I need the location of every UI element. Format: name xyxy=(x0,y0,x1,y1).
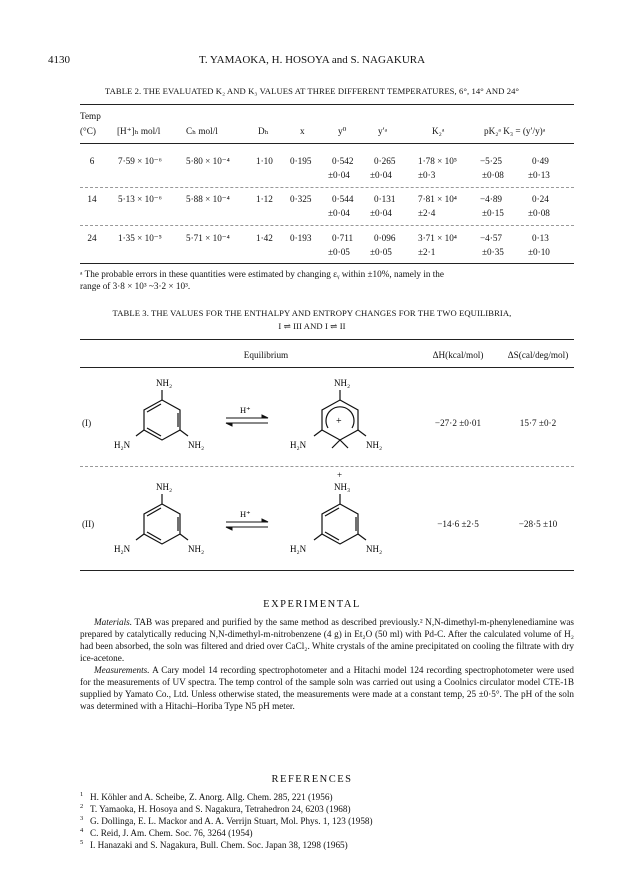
cell-y1-err: ±0·05 xyxy=(328,247,350,257)
reference-text: I. Hanazaki and S. Nagakura, Bull. Chem. Soc. Japan 38, 1298 (1965) xyxy=(90,840,348,850)
cell-y2-err: ±0·04 xyxy=(370,208,392,218)
cell-k3-err: ±0·08 xyxy=(528,208,550,218)
equilibrium-I-scheme xyxy=(100,372,420,462)
cell-x: 0·195 xyxy=(290,156,312,166)
measurements-label: Measurements. xyxy=(94,665,150,675)
table2-col-temp: Temp xyxy=(80,111,101,121)
experimental-body xyxy=(80,616,574,712)
cell-h: 1·35 × 10⁻⁵ xyxy=(118,233,162,243)
table3-bottom-rule xyxy=(80,570,574,571)
reference-list xyxy=(80,791,574,851)
reference-item xyxy=(80,815,574,827)
reference-number: 4 xyxy=(80,827,84,834)
footnote-line: ᵃ The probable errors in these quantities were estimated by changing εᵧ within ±10%, namely in the xyxy=(80,269,444,279)
materials-paragraph xyxy=(80,616,574,664)
page-number: 4130 xyxy=(48,54,70,66)
footnote-line: range of 3·8 × 10³ ~3·2 × 10³. xyxy=(80,281,191,291)
table3-caption: TABLE 3. THE VALUES FOR THE ENTHALPY AND ENTROPY CHANGES FOR THE TWO EQUILIBRIA, xyxy=(112,308,512,318)
benzene-ring-icon xyxy=(314,494,366,544)
arrow-label: H⁺ xyxy=(240,509,251,519)
materials-text: TAB was prepared and purified by the same method as described previously.² N,N-dimethyl-m-phenylenediamine was prepared by catalytically reducing N,N-dimethyl-m-nitrobenzene (4 g) in Et₂O (50 ml) with Pd-C. After the calculated volume of H₂ had been absorbed, the soln was filtered and dried over CaCl₂. White crystals of the amine precipitated on cooling the filtrate with dry ice-acetone. xyxy=(80,617,574,663)
cell-k3-err: ±0·13 xyxy=(528,170,550,180)
equilibrium-II-scheme xyxy=(100,472,420,564)
product-top-label: NH₃ xyxy=(334,482,351,492)
materials-label: Materials. xyxy=(94,617,133,627)
arrow-label: H⁺ xyxy=(240,405,251,415)
cell-y1: 0·544 xyxy=(332,194,354,204)
cell-y1-err: ±0·04 xyxy=(328,170,350,180)
cell-cb: 5·71 × 10⁻⁴ xyxy=(186,233,230,243)
cell-ds: −28·5 ±10 xyxy=(518,519,558,529)
table2-top-rule xyxy=(80,104,574,105)
table2-col-last: pK₂ᵃ K₃ = (y′/y)ᵃ xyxy=(484,126,546,136)
table3-row-divider xyxy=(80,466,574,467)
table3-col-dh: ΔH(kcal/mol) xyxy=(432,350,484,360)
cell-k3: 0·49 xyxy=(532,156,549,166)
cell-y1: 0·711 xyxy=(332,233,354,243)
running-authors: T. YAMAOKA, H. HOSOYA and S. NAGAKURA xyxy=(198,54,426,66)
product-charge: + xyxy=(337,472,343,480)
reference-item xyxy=(80,803,574,815)
cell-x: 0·193 xyxy=(290,233,312,243)
cell-dh: −27·2 ±0·01 xyxy=(434,418,482,428)
cell-pk-err: ±0·15 xyxy=(482,208,504,218)
cell-k3: 0·24 xyxy=(532,194,549,204)
cell-dh: −14·6 ±2·5 xyxy=(437,519,479,529)
table3-col-equilibrium: Equilibrium xyxy=(243,350,289,360)
cell-cb: 5·88 × 10⁻⁴ xyxy=(186,194,230,204)
table2-col-cb: Cₕ mol/l xyxy=(186,126,218,136)
table2-col-x: x xyxy=(300,126,305,136)
cell-k2: 7·81 × 10⁴ xyxy=(418,194,458,204)
table2-row-divider xyxy=(80,187,574,188)
measurements-paragraph xyxy=(80,664,574,712)
table3-top-rule xyxy=(80,339,574,340)
table2-col-k2: K₂ᵃ xyxy=(432,126,445,136)
product-left-label: H₂N xyxy=(290,544,307,554)
cell-temp: 14 xyxy=(87,194,97,204)
equilibrium-arrow-icon xyxy=(226,415,268,426)
cell-temp: 6 xyxy=(89,156,95,166)
reference-item xyxy=(80,827,574,839)
reactant-left-label: H₂N xyxy=(114,440,131,450)
product-right-label: NH₂ xyxy=(366,440,383,450)
table3-col-ds: ΔS(cal/deg/mol) xyxy=(507,350,569,360)
reference-number: 3 xyxy=(80,815,84,822)
equilibrium-arrow-icon xyxy=(226,519,268,530)
table2-col-y2: y′ᵃ xyxy=(378,126,388,136)
table2-bottom-rule xyxy=(80,263,574,264)
cell-temp: 24 xyxy=(87,233,97,243)
reference-number: 2 xyxy=(80,803,84,810)
table2-row-divider xyxy=(80,225,574,226)
table2-col-db: Dₕ xyxy=(258,126,269,136)
cell-db: 1·10 xyxy=(256,156,273,166)
table2-col-y1: y⁰ xyxy=(338,126,347,136)
cell-k2: 3·71 × 10⁴ xyxy=(418,233,458,243)
cell-k2-err: ±2·4 xyxy=(418,208,436,218)
cell-y1: 0·542 xyxy=(332,156,354,166)
cell-db: 1·12 xyxy=(256,194,273,204)
equilibrium-label: (I) xyxy=(82,418,92,428)
cell-pk: −4·89 xyxy=(480,194,503,204)
product-left-label: H₂N xyxy=(290,440,307,450)
cell-y2: 0·096 xyxy=(374,233,396,243)
measurements-text: A Cary model 14 recording spectrophotometer and a Hitachi model 124 recording spectrophotometer were used for the measurements of UV spectra. The temp control of the sample soln was carried out using a Coolnics circulator model CTE-1B supplied by Yamato Co., Ltd. Unless otherwise stated, the measurements were made at a constant temp, 25 ±0·5°. The pH of the soln was determined with a Hitachi–Horiba Type N5 pH meter. xyxy=(80,665,574,711)
cell-x: 0·325 xyxy=(290,194,312,204)
table2-col-h: [H⁺]ₕ mol/l xyxy=(117,126,161,136)
product-right-label: NH₂ xyxy=(366,544,383,554)
table2-caption: TABLE 2. THE EVALUATED K₂ AND K₃ VALUES AT THREE DIFFERENT TEMPERATURES, 6°, 14° AND 24° xyxy=(104,86,520,96)
cell-k2-err: ±2·1 xyxy=(418,247,436,257)
cell-k3: 0·13 xyxy=(532,233,549,243)
cell-k2: 1·78 × 10⁵ xyxy=(418,156,458,166)
reactant-top-label: NH₂ xyxy=(156,482,173,492)
cell-y2-err: ±0·05 xyxy=(370,247,392,257)
reference-number: 1 xyxy=(80,791,84,798)
cell-y1-err: ±0·04 xyxy=(328,208,350,218)
cell-ds: 15·7 ±0·2 xyxy=(519,418,557,428)
reference-text: H. Köhler and A. Scheibe, Z. Anorg. Allg. Chem. 285, 221 (1956) xyxy=(90,792,333,802)
cell-h: 7·59 × 10⁻⁶ xyxy=(118,156,162,166)
equilibrium-label: (II) xyxy=(82,519,95,529)
cell-db: 1·42 xyxy=(256,233,273,243)
product-charge: + xyxy=(336,416,342,427)
cell-pk: −4·57 xyxy=(480,233,503,243)
cell-pk: −5·25 xyxy=(480,156,503,166)
table3-caption-sub: I ⇌ III AND I ⇌ II xyxy=(278,321,346,331)
product-top-label: NH₂ xyxy=(334,378,351,388)
cell-h: 5·13 × 10⁻⁶ xyxy=(118,194,162,204)
cell-pk-err: ±0·08 xyxy=(482,170,504,180)
cell-y2: 0·265 xyxy=(374,156,396,166)
reactant-top-label: NH₂ xyxy=(156,378,173,388)
reactant-right-label: NH₂ xyxy=(188,440,205,450)
reactant-left-label: H₂N xyxy=(114,544,131,554)
cell-k3-err: ±0·10 xyxy=(528,247,550,257)
cell-cb: 5·80 × 10⁻⁴ xyxy=(186,156,230,166)
reactant-right-label: NH₂ xyxy=(188,544,205,554)
cell-pk-err: ±0·35 xyxy=(482,247,504,257)
reference-text: T. Yamaoka, H. Hosoya and S. Nagakura, Tetrahedron 24, 6203 (1968) xyxy=(90,804,351,814)
reference-text: G. Dollinga, E. L. Mackor and A. A. Verrijn Stuart, Mol. Phys. 1, 123 (1958) xyxy=(90,816,373,826)
table2-header-rule xyxy=(80,143,574,144)
section-heading-references: REFERENCES xyxy=(271,774,353,785)
table3-header-rule xyxy=(80,367,574,368)
cell-y2: 0·131 xyxy=(374,194,396,204)
reference-number: 5 xyxy=(80,839,84,846)
reference-item xyxy=(80,791,574,803)
benzene-ring-icon xyxy=(136,390,188,440)
reference-text: C. Reid, J. Am. Chem. Soc. 76, 3264 (1954) xyxy=(90,828,253,838)
section-heading-experimental: EXPERIMENTAL xyxy=(263,599,361,610)
reference-item xyxy=(80,839,574,851)
table2-col-temp-unit: (°C) xyxy=(80,126,96,136)
cell-k2-err: ±0·3 xyxy=(418,170,436,180)
benzene-ring-icon xyxy=(136,494,188,544)
cell-y2-err: ±0·04 xyxy=(370,170,392,180)
table2-footnote xyxy=(80,268,580,292)
